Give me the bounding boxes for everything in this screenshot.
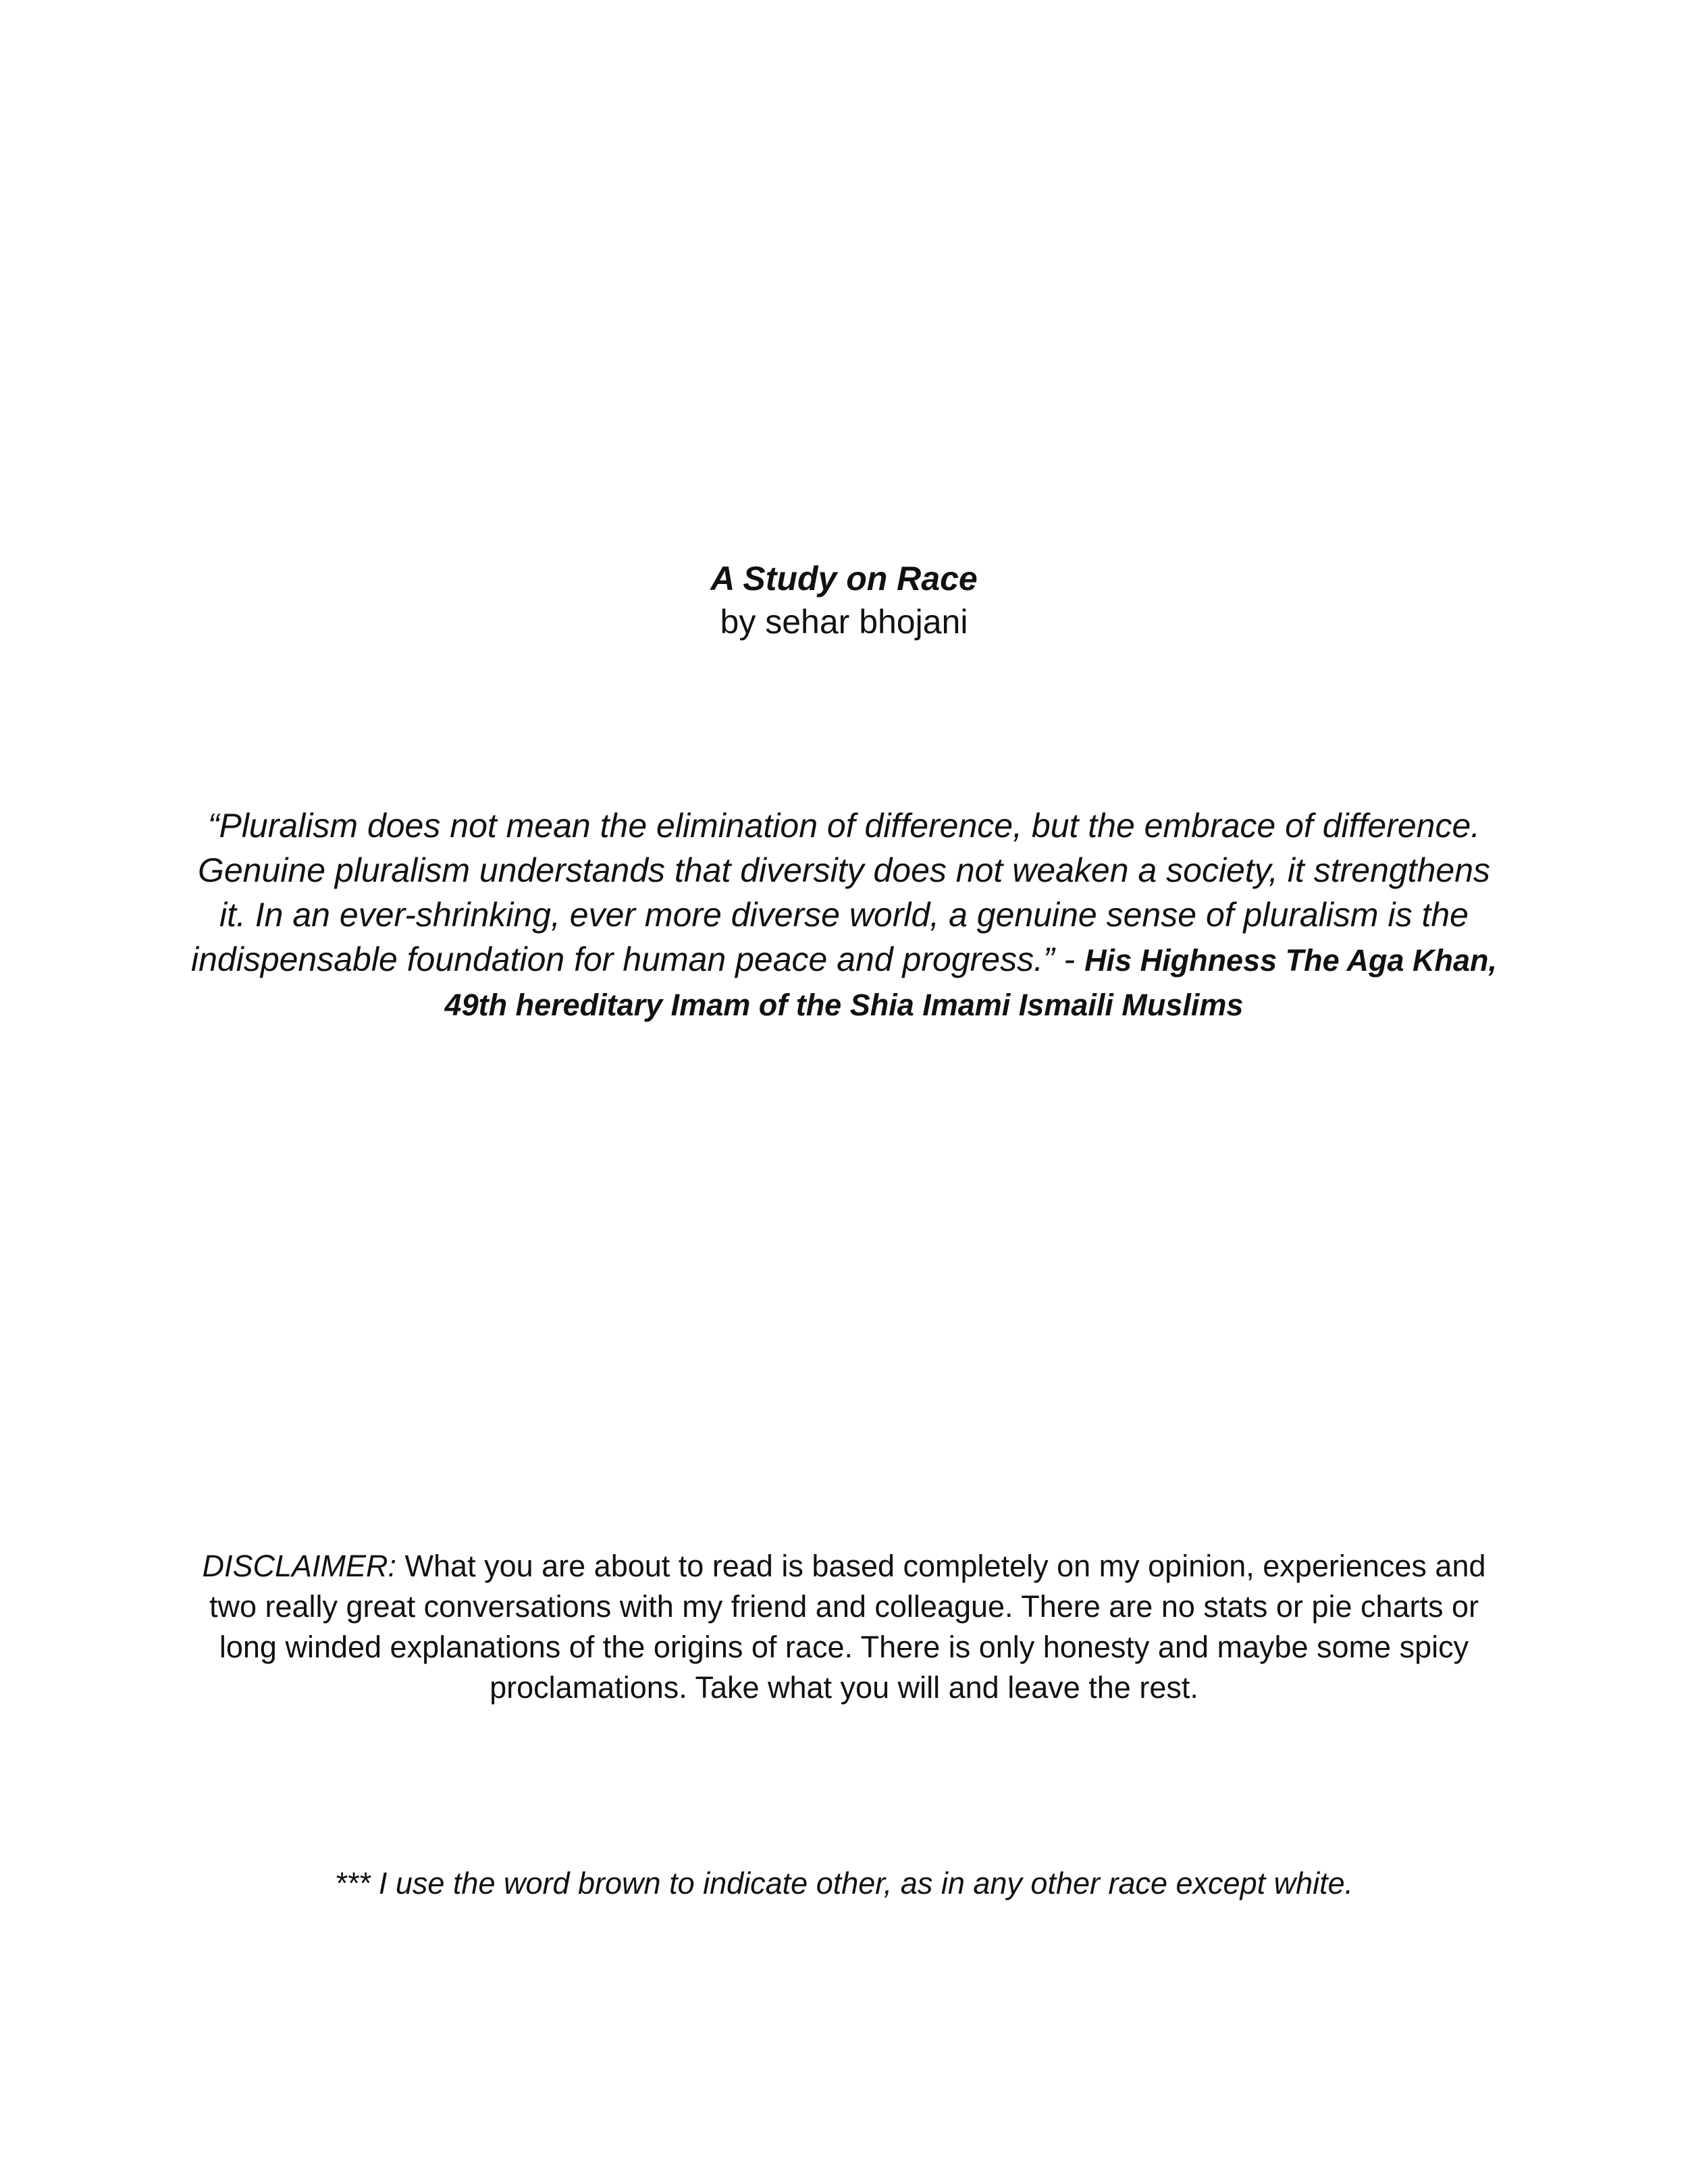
footnote xyxy=(189,1863,1499,1904)
footnote-text: *** I use the word brown to indicate other, as in any other race except white. xyxy=(334,1866,1354,1900)
quote-attribution: His Highness The Aga Khan, 49th hereditary Imam of the Shia Imami Ismaili Muslims xyxy=(444,943,1497,1022)
quote-dash: - xyxy=(1054,940,1085,978)
document-title: A Study on Race xyxy=(710,560,978,597)
quote-text: “Pluralism does not mean the elimination of difference, but the embrace of difference. Genuine pluralism understands that diversity does not weaken a society, it strengthens it. In an ever-shrinking, ever more diverse world, a genuine sense of pluralism is the indispensable foundation for human peace and progress.” xyxy=(190,807,1490,978)
disclaimer-paragraph xyxy=(189,1546,1499,1708)
title-block xyxy=(189,557,1499,643)
epigraph-quote xyxy=(189,803,1499,1028)
author-line: by sehar bhojani xyxy=(720,603,968,641)
disclaimer-text: What you are about to read is based completely on my opinion, experiences and two really great conversations with my friend and colleague. There are no stats or pie charts or long winded explanations of the origins of race. There is only honesty and maybe some spicy proclamations. Take what you will and leave the rest. xyxy=(209,1549,1486,1705)
disclaimer-label: DISCLAIMER: xyxy=(202,1549,397,1583)
